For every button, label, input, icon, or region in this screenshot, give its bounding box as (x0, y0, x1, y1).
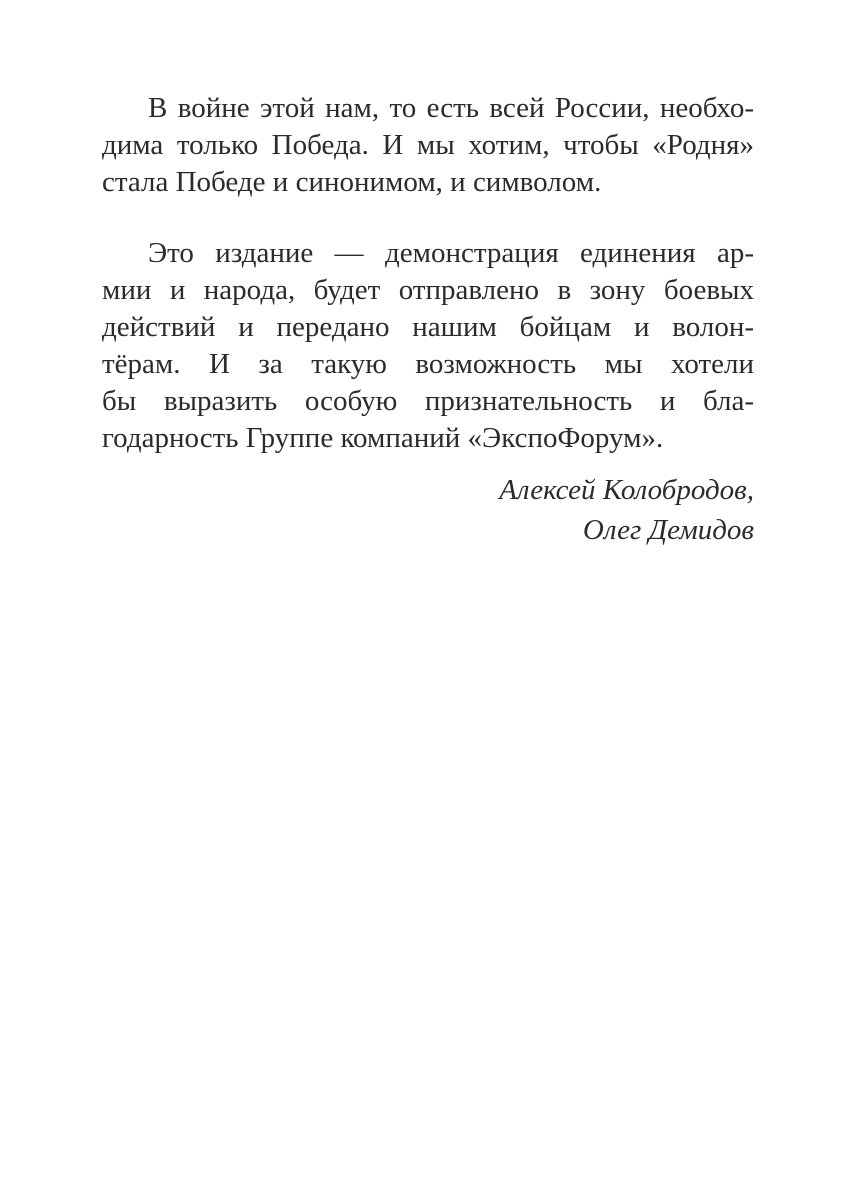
paragraph-line: действий и передано нашим бойцам и волон- (102, 311, 754, 343)
paragraph-line: Это издание — демонстрация единения ар- (148, 237, 754, 269)
paragraph-foreword-1 (102, 90, 754, 201)
paragraph-foreword-2 (102, 235, 754, 457)
paragraph-line: мии и народа, будет отправлено в зону боевых (102, 274, 754, 306)
paragraph-line: стала Победе и синонимом, и символом. (102, 166, 602, 198)
paragraph-line: тёрам. И за такую возможность мы хотели (102, 348, 754, 380)
signature-author: Олег Демидов (582, 514, 754, 546)
signature-author: Алексей Колобродов, (499, 474, 754, 506)
paragraph-line: дима только Победа. И мы хотим, чтобы «Родня» (102, 129, 754, 161)
paragraph-line: годарность Группе компаний «ЭкспоФорум». (102, 422, 664, 454)
paragraph-line: В войне этой нам, то есть всей России, необхо- (148, 92, 754, 124)
signature-block (102, 470, 754, 550)
paragraph-line: бы выразить особую признательность и бла- (102, 385, 754, 417)
